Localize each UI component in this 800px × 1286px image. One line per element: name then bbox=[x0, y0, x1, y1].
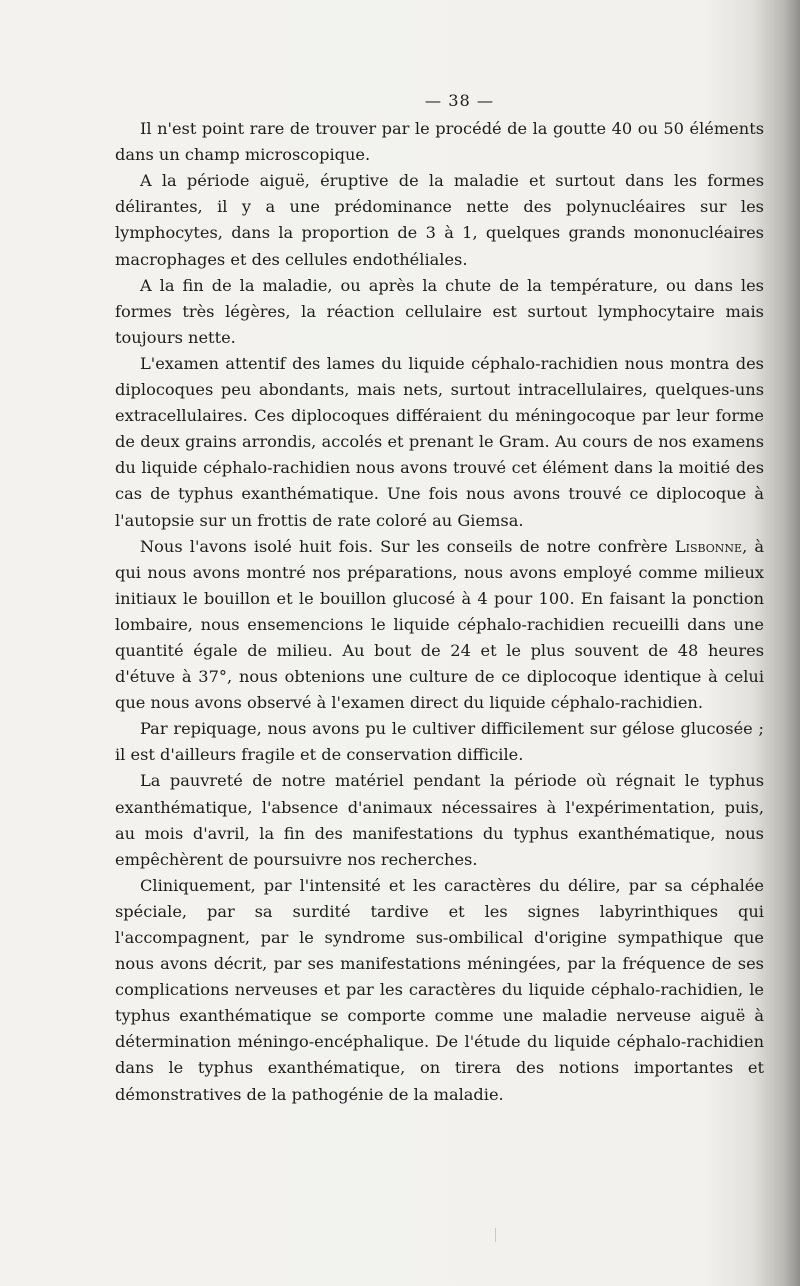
paragraph-4: L'examen attentif des lames du liquide céphalo-rachidien nous montra des diplocoques peu abondants, mais nets, surtout intracellulaires, quelques-uns extracellulaires. Ces diplocoques différaient du méningocoque par leur forme de deux grains arrondis, accolés et prenant le Gram. Au cours de nos examens du liquide céphalo-rachidien nous avons trouvé cet élément dans la moitié des cas de typhus exanthématique. Une fois nous avons trouvé ce diplocoque à l'autopsie sur un frottis de rate coloré au Giemsa. bbox=[115, 353, 764, 530]
paragraph-2: A la période aiguë, éruptive de la maladie et surtout dans les formes délirantes, il y a une prédominance nette des polynucléaires sur les lymphocytes, dans la proportion de 3 à 1, quelques grands mononucléaires macrophages et des cellules endothéliales. bbox=[115, 171, 764, 269]
paragraph-5 bbox=[115, 534, 764, 717]
page-text bbox=[115, 88, 764, 1108]
paragraph-5-start: Nous l'avons isolé huit fois. Sur les conseils de notre confrère bbox=[140, 536, 675, 556]
paragraph-5-rest: , à qui nous avons montré nos préparations, nous avons employé comme milieux initiaux le bouillon et le bouillon glucosé à 4 pour 100. En faisant la ponction lombaire, nous ensemencions le liquide céphalo-rachidien recueilli dans une quantité égale de milieu. Au bout de 24 et le plus souvent de 48 heures d'étuve à 37°, nous obtenions une culture de ce diplocoque identique à celui que nous avons observé à l'examen direct du liquide céphalo-rachidien. bbox=[115, 536, 764, 713]
paper-mark bbox=[495, 1228, 496, 1242]
paragraph-3: A la fin de la maladie, ou après la chute de la température, ou dans les formes très légères, la réaction cellulaire est surtout lymphocytaire mais toujours nette. bbox=[115, 275, 764, 347]
page-number: — 38 — bbox=[424, 91, 495, 110]
paragraph-6: Par repiquage, nous avons pu le cultiver difficilement sur gélose glucosée ; il est d'ailleurs fragile et de conservation difficile. bbox=[115, 719, 764, 765]
paragraph-8: Cliniquement, par l'intensité et les caractères du délire, par sa céphalée spéciale, par sa surdité tardive et les signes labyrinthiques qui l'accompagnent, par le syndrome sus-ombilical d'origine sympathique que nous avons décrit, par ses manifestations méningées, par la fréquence de ses complications nerveuses et par les caractères du liquide céphalo-rachidien, le typhus exanthématique se comporte comme une maladie nerveuse aiguë à détermination méningo-encéphalique. De l'étude du liquide céphalo-rachidien dans le typhus exanthématique, on tirera des notions importantes et démonstratives de la pathogénie de la maladie. bbox=[115, 875, 764, 1104]
author-name-lisbonne: Lisbonne bbox=[674, 536, 743, 556]
paragraph-7: La pauvreté de notre matériel pendant la période où régnait le typhus exanthématique, l'absence d'animaux nécessaires à l'expérimentation, puis, au mois d'avril, la fin des manifestations du typhus exanthématique, nous empêchèrent de poursuivre nos recherches. bbox=[115, 771, 764, 869]
paragraph-1: Il n'est point rare de trouver par le procédé de la goutte 40 ou 50 éléments dans un champ microscopique. bbox=[115, 119, 764, 165]
